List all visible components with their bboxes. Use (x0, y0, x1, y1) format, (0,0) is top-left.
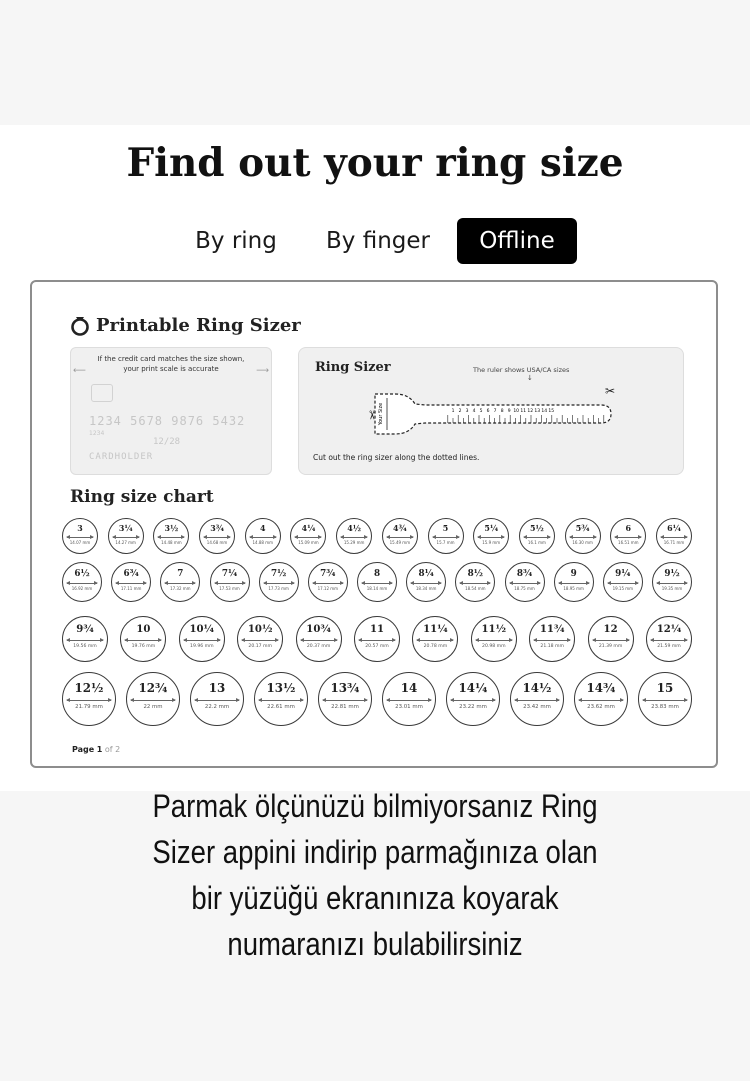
ring-size-label: 6¼ (667, 524, 681, 534)
ring-size-label: 10¾ (306, 623, 331, 636)
ring-size-label: 4¾ (392, 524, 407, 534)
diameter-line (301, 640, 337, 641)
ring-size-label: 14¼ (458, 680, 488, 695)
diameter-line (131, 700, 175, 701)
diameter-line (515, 700, 559, 701)
diameter-line (524, 537, 550, 538)
diameter-line (264, 583, 294, 584)
ring-diameter-mm: 16.30 mm (572, 539, 593, 545)
ring-size-circle (210, 562, 250, 602)
ring-diameter-mm: 20.78 mm (423, 643, 448, 649)
ring-size-label: 15 (656, 680, 674, 695)
ring-size-chart-title: Ring size chart (70, 487, 214, 507)
ring-size-circle (308, 562, 348, 602)
ring-size-label: 7¾ (320, 568, 336, 579)
ring-size-circle (62, 562, 102, 602)
ring-size-circle (237, 616, 283, 662)
ring-diameter-mm: 23.62 mm (587, 704, 615, 711)
ring-diameter-mm: 18.54 mm (465, 586, 486, 592)
ring-diameter-mm: 14.27 mm (115, 539, 136, 545)
ring-size-circle (245, 518, 281, 554)
ring-size-label: 6½ (74, 568, 90, 579)
ring-size-label: 7 (177, 568, 184, 579)
card-chip-icon (91, 384, 113, 402)
ring-size-label: 8¼ (418, 568, 434, 579)
ring-size-label: 11¾ (539, 623, 565, 636)
ring-diameter-mm: 19.76 mm (131, 643, 156, 649)
card-caption-line2: your print scale is accurate (123, 365, 219, 373)
ring-size-circle (638, 672, 692, 726)
ring-diameter-mm: 17.32 mm (170, 586, 191, 592)
ring-sizer-sheet (30, 280, 718, 768)
diameter-line (313, 583, 343, 584)
diameter-line (615, 537, 641, 538)
ring-diameter-mm: 17.73 mm (268, 586, 289, 592)
ring-size-circle (354, 616, 400, 662)
ring-size-circle (652, 562, 692, 602)
ring-size-label: 11 (369, 623, 385, 636)
ruler-number: 14 (541, 409, 548, 414)
ring-size-circle (473, 518, 509, 554)
ring-size-label: 7¼ (221, 568, 238, 579)
diameter-line (362, 583, 392, 584)
ring-size-circle (610, 518, 646, 554)
ring-diameter-mm: 17.12 mm (317, 586, 339, 592)
ring-size-circle (120, 616, 166, 662)
ring-size-circle (179, 616, 225, 662)
ring-size-circle (574, 672, 628, 726)
ring-size-label: 14¾ (586, 680, 616, 695)
ring-size-label: 12 (603, 623, 618, 636)
ring-size-label: 8½ (467, 568, 483, 579)
arrow-down-icon: ↓ (527, 374, 533, 382)
ring-size-label: 14½ (522, 680, 552, 695)
ruler-number: 8 (500, 409, 504, 414)
ring-diameter-mm: 16.92 mm (71, 586, 93, 592)
ring-size-circle (190, 672, 244, 726)
ring-diameter-mm: 18.75 mm (514, 586, 535, 592)
diameter-line (411, 583, 441, 584)
diameter-line (661, 537, 687, 538)
diameter-line (242, 640, 278, 641)
ring-diameter-mm: 23.42 mm (523, 704, 551, 711)
your-size-label: Your Size (378, 402, 384, 426)
ring-diameter-mm: 15.9 mm (482, 539, 501, 545)
ring-size-circle (62, 616, 108, 662)
ring-size-label: 5¼ (484, 524, 499, 534)
card-caption-line1: If the credit card matches the size shown, (97, 355, 245, 363)
diameter-line (195, 700, 239, 701)
ring-size-label: 3¾ (210, 524, 224, 534)
ring-size-circle (296, 616, 342, 662)
sizer-title: Printable Ring Sizer (96, 314, 301, 336)
page-indicator (72, 745, 120, 754)
card-expiry: 12/28 (153, 437, 181, 447)
scissors-icon: ✂ (365, 409, 380, 421)
caption-line-1: Parmak ölçünüzü bilmiyorsanız Ring (152, 788, 598, 824)
ring-size-circle (519, 518, 555, 554)
ring-diameter-mm: 22.81 mm (331, 704, 359, 711)
ring-size-label: 6¾ (123, 568, 139, 579)
ring-size-circle (505, 562, 545, 602)
ring-size-label: 6 (625, 524, 632, 534)
ring-size-circle (382, 518, 418, 554)
diameter-line (417, 640, 453, 641)
diameter-line (184, 640, 220, 641)
diameter-line (476, 640, 512, 641)
card-caption (91, 354, 251, 374)
ruler-number: 13 (534, 409, 541, 414)
ring-size-circle (199, 518, 235, 554)
ring-size-circle (455, 562, 495, 602)
ring-diameter-mm: 20.98 mm (482, 643, 506, 649)
ring-size-label: 3½ (164, 524, 179, 534)
ring-size-label: 4½ (347, 524, 362, 534)
ring-size-label: 8¾ (516, 568, 533, 579)
page-label: Page (72, 745, 95, 754)
ruler-number: 10 (513, 409, 520, 414)
ring-diameter-mm: 21.79 mm (75, 704, 103, 711)
ring-diameter-mm: 19.56 mm (73, 643, 97, 649)
page-current: 1 (96, 745, 103, 754)
ruler-number: 9 (507, 409, 511, 414)
ring-size-label: 14 (400, 680, 418, 695)
ring-size-circle (603, 562, 643, 602)
ring-size-circle (357, 562, 397, 602)
ring-size-label: 5¾ (575, 524, 590, 534)
ring-diameter-mm: 22 mm (143, 704, 163, 711)
arrow-left-icon: ⟵ (73, 366, 86, 376)
ring-diameter-mm: 15.09 mm (298, 539, 319, 545)
diameter-line (67, 700, 111, 701)
cut-note: Cut out the ring sizer along the dotted lines. (313, 453, 480, 462)
tab-by-finger[interactable]: By finger (326, 228, 430, 254)
card-number: 1234 5678 9876 5432 (89, 414, 246, 428)
diameter-line (295, 537, 321, 538)
ruler-number: 15 (548, 409, 555, 414)
diameter-line (158, 537, 184, 538)
card-small-number: 1234 (89, 430, 105, 437)
diameter-line (204, 537, 230, 538)
diameter-line (125, 640, 161, 641)
caption-line-4: numaranızı bulabilirsiniz (227, 926, 523, 962)
tab-bar (0, 218, 750, 264)
ring-diameter-mm: 16.51 mm (618, 539, 639, 545)
diameter-line (359, 640, 395, 641)
arrow-right-icon: ⟶ (256, 366, 269, 376)
ring-diameter-mm: 14.68 mm (206, 539, 228, 545)
tab-offline[interactable]: Offline (457, 218, 577, 264)
ring-size-label: 10½ (247, 623, 273, 636)
ring-diameter-mm: 15.49 mm (389, 539, 411, 545)
ring-diameter-mm: 22.61 mm (267, 704, 295, 711)
ring-size-circle (656, 518, 692, 554)
ring-diameter-mm: 18.14 mm (366, 586, 388, 592)
ring-diameter-mm: 23.01 mm (395, 704, 423, 711)
ring-diameter-mm: 18.95 mm (563, 586, 584, 592)
caption-line-3: bir yüzüğü ekranınıza koyarak (191, 880, 559, 916)
ring-size-circle (160, 562, 200, 602)
sizer-heading (70, 314, 301, 336)
diameter-line (387, 537, 413, 538)
page-title: Find out your ring size (126, 140, 624, 186)
diameter-line (657, 583, 687, 584)
diameter-line (165, 583, 195, 584)
ring-size-circle (529, 616, 575, 662)
ruler-number: 5 (479, 409, 483, 414)
ring-size-label: 5½ (530, 524, 544, 534)
ring-diameter-mm: 20.37 mm (306, 643, 331, 649)
card-holder: CARDHOLDER (89, 452, 154, 462)
ring-sizer-ruler (365, 392, 615, 438)
ring-size-circle (318, 672, 372, 726)
ring-diameter-mm: 15.7 mm (436, 539, 455, 545)
ring-size-circle (382, 672, 436, 726)
ring-size-circle (554, 562, 594, 602)
ring-diameter-mm: 19.35 mm (661, 586, 683, 592)
ring-size-circle (254, 672, 308, 726)
diameter-line (478, 537, 504, 538)
ring-diameter-mm: 14.07 mm (69, 539, 91, 545)
ring-size-label: 13 (208, 680, 226, 695)
ring-diameter-mm: 16.71 mm (663, 539, 685, 545)
ring-sizer-box (298, 347, 684, 475)
ring-size-circle (290, 518, 326, 554)
ring-diameter-mm: 21.59 mm (657, 643, 681, 649)
ring-size-circle (259, 562, 299, 602)
diameter-line (570, 537, 596, 538)
diameter-line (113, 537, 139, 538)
ring-size-label: 8 (373, 568, 381, 579)
ring-diameter-mm: 21.18 mm (540, 643, 564, 649)
diameter-line (593, 640, 629, 641)
ruler-number: 12 (527, 409, 534, 414)
ring-size-label: 3 (77, 524, 83, 534)
diameter-line (534, 640, 570, 641)
credit-card-scale (70, 347, 272, 475)
ruler-number: 3 (465, 409, 469, 414)
ring-size-label: 11¼ (423, 623, 448, 636)
ring-size-label: 7½ (271, 568, 287, 579)
ring-diameter-mm: 23.83 mm (651, 704, 679, 711)
ring-size-circle (126, 672, 180, 726)
diameter-line (510, 583, 540, 584)
ruler-number: 11 (520, 409, 527, 414)
diameter-line (559, 583, 589, 584)
ring-size-label: 11½ (481, 623, 507, 636)
diameter-line (67, 537, 93, 538)
ring-size-label: 4¼ (301, 524, 316, 534)
ring-size-circle (111, 562, 151, 602)
diameter-line (433, 537, 459, 538)
ring-diameter-mm: 18.34 mm (415, 586, 437, 592)
ring-size-circle (62, 672, 116, 726)
diameter-line (651, 640, 687, 641)
diameter-line (250, 537, 276, 538)
ring-size-label: 13½ (266, 680, 296, 695)
ring-size-label: 9¾ (76, 623, 94, 636)
ring-diameter-mm: 19.15 mm (612, 586, 634, 592)
ring-diameter-mm: 14.88 mm (252, 539, 274, 545)
ring-diameter-mm: 14.48 mm (161, 539, 182, 545)
ring-size-circle (446, 672, 500, 726)
ring-size-circle (428, 518, 464, 554)
instruction-caption (53, 783, 698, 967)
ring-size-circle (108, 518, 144, 554)
diameter-line (451, 700, 495, 701)
ring-size-circle (406, 562, 446, 602)
diameter-line (259, 700, 303, 701)
ring-size-label: 10 (136, 623, 151, 636)
ruler-number: 6 (486, 409, 490, 414)
ring-size-label: 9 (570, 568, 577, 579)
ring-size-circle (153, 518, 189, 554)
ring-diameter-mm: 16.1 mm (527, 539, 546, 545)
ring-size-label: 9½ (664, 568, 680, 579)
ruler-number: 2 (458, 409, 462, 414)
ring-size-label: 12¾ (138, 680, 168, 695)
ring-size-circle (471, 616, 517, 662)
ring-size-label: 4 (260, 524, 266, 534)
ruler-number: 7 (493, 409, 497, 414)
diameter-line (67, 583, 97, 584)
diameter-line (460, 583, 490, 584)
ruler-number: 1 (451, 409, 455, 414)
diameter-line (341, 537, 367, 538)
ring-diameter-mm: 17.53 mm (219, 586, 240, 592)
ring-diameter-mm: 20.17 mm (248, 643, 272, 649)
ring-size-circle (510, 672, 564, 726)
ring-size-circle (588, 616, 634, 662)
ring-diameter-mm: 17.11 mm (120, 586, 142, 592)
diameter-line (116, 583, 146, 584)
ring-diameter-mm: 15.29 mm (343, 539, 365, 545)
ruler-note: The ruler shows USA/CA sizes (473, 366, 570, 374)
ring-diameter-mm: 19.96 mm (190, 643, 214, 649)
ring-icon (70, 314, 90, 336)
ring-diameter-mm: 21.39 mm (598, 643, 623, 649)
ring-size-label: 12¼ (656, 623, 682, 636)
ring-sizer-title: Ring Sizer (315, 360, 391, 375)
tab-by-ring[interactable]: By ring (195, 228, 277, 254)
diameter-line (608, 583, 638, 584)
ring-diameter-mm: 22.2 mm (204, 704, 230, 711)
ruler-numbers (452, 408, 555, 414)
diameter-line (387, 700, 431, 701)
ring-size-circle (62, 518, 98, 554)
ruler-number: 4 (472, 409, 476, 414)
ring-size-label: 10¼ (189, 623, 215, 636)
ring-size-label: 13¾ (330, 680, 360, 695)
ring-size-circle (565, 518, 601, 554)
ring-size-label: 5 (442, 524, 449, 534)
ring-size-circle (646, 616, 692, 662)
caption-line-2: Sizer appini indirip parmağınıza olan (152, 834, 598, 870)
ring-diameter-mm: 23.22 mm (459, 704, 487, 711)
diameter-line (579, 700, 623, 701)
scissors-icon: ✂ (605, 384, 616, 398)
page-total: of 2 (104, 745, 121, 754)
diameter-line (215, 583, 245, 584)
ring-size-circle (412, 616, 458, 662)
ring-size-label: 3¼ (118, 524, 133, 534)
ring-diameter-mm: 20.57 mm (365, 643, 389, 649)
diameter-line (67, 640, 103, 641)
diameter-line (323, 700, 367, 701)
ring-size-circle (336, 518, 372, 554)
diameter-line (643, 700, 687, 701)
ring-size-label: 9¼ (615, 568, 631, 579)
ring-size-label: 12½ (74, 680, 104, 695)
